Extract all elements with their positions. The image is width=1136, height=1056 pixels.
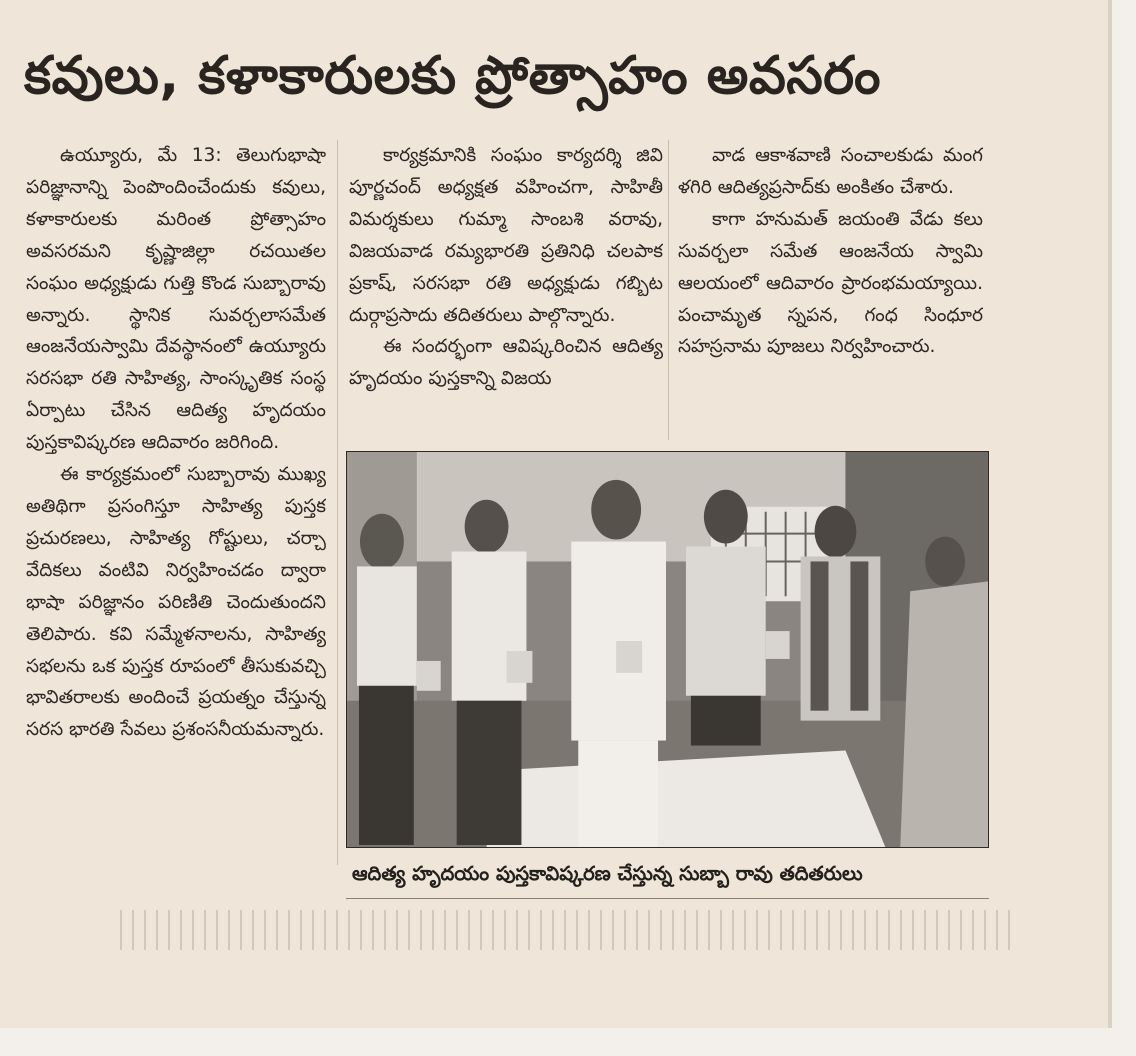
- photo-caption: ఆదిత్య హృదయం పుస్తకావిష్కరణ చేస్తున్న సుబ్బా రావు తదితరులు: [352, 862, 863, 885]
- column-divider: [668, 140, 669, 440]
- column-divider: [337, 140, 338, 865]
- news-photo: [346, 451, 989, 848]
- clipping-edge: [1108, 0, 1112, 1028]
- article-paragraph: ఉయ్యూరు, మే 13: తెలుగుభాషా పరిజ్ఞానాన్ని పెంపొందించేందుకు కవులు, కళాకారులకు మరింత ప్రోత్సాహం అవసరమని కృష్ణాజిల్లా రచయితల సంఘం అధ్యక్షుడు గుత్తి కొండ సుబ్బారావు అన్నారు. స్థానిక సువర్చలాసమేత ఆంజనేయస్వామి దేవస్థానంలో ఉయ్యూరు సరసభా రతి సాహిత్య, సాంస్కృతిక సంస్థ ఏర్పాటు చేసిన ఆదిత్య హృదయం పుస్తకావిష్కరణ ఆదివారం జరిగింది.: [26, 145, 326, 454]
- article-column-3: [678, 140, 983, 440]
- article-paragraph: ఈ కార్యక్రమంలో సుబ్బారావు ముఖ్య అతిథిగా ప్రసంగిస్తూ సాహిత్య పుస్తక ప్రచురణలు, సాహిత్య గోష్టులు, చర్చా వేదికలు వంటివి నిర్వహించడం ద్వారా భాషా పరిజ్ఞానం పరిణితి చెందుతుందని తెలిపారు. కవి సమ్మేళనాలను, సాహిత్య సభలను ఒక పుస్తక రూపంలో తీసుకువచ్చి భావితరాలకు అందించే ప్రయత్నం చేస్తున్న సరస భారతి సేవలు ప్రశంసనీయమన్నారు.: [26, 464, 326, 741]
- print-bleed-through: [120, 910, 1020, 950]
- photo-scene: [347, 452, 988, 847]
- headline: కవులు, కళాకారులకు ప్రోత్సాహం అవసరం: [24, 46, 881, 106]
- article-column-2: [349, 140, 663, 440]
- article-paragraph: ఈ సందర్భంగా ఆవిష్కరించిన ఆదిత్య హృదయం పుస్తకాన్ని విజయ: [349, 336, 663, 390]
- article-paragraph: కాగా హనుమత్ జయంతి వేడు కలు సువర్చలా సమేత ఆంజనేయ స్వామి ఆలయంలో ఆదివారం ప్రారంభమయ్యాయి. పంచామృత స్నపన, గంధ సింధూర సహస్రనామ పూజలు నిర్వహించారు.: [678, 208, 983, 358]
- article-paragraph: కార్యక్రమానికి సంఘం కార్యదర్శి జివి పూర్ణచంద్ అధ్యక్షత వహించగా, సాహితీ విమర్శకులు గుమ్మా సాంబశి వరావు, విజయవాడ రమ్యభారతి ప్రతినిధి చలపాక ప్రకాష్, సరసభా రతి అధ్యక్షుడు గబ్బిట దుర్గాప్రసాదు తదితరులు పాల్గొన్నారు.: [349, 145, 663, 326]
- scan-background: [0, 1028, 1136, 1056]
- caption-divider: [346, 898, 989, 899]
- article-column-1: [26, 140, 326, 875]
- article-paragraph: వాడ ఆకాశవాణి సంచాలకుడు మంగ ళగిరి ఆదిత్యప్రసాద్‌కు అంకితం చేశారు.: [678, 145, 983, 198]
